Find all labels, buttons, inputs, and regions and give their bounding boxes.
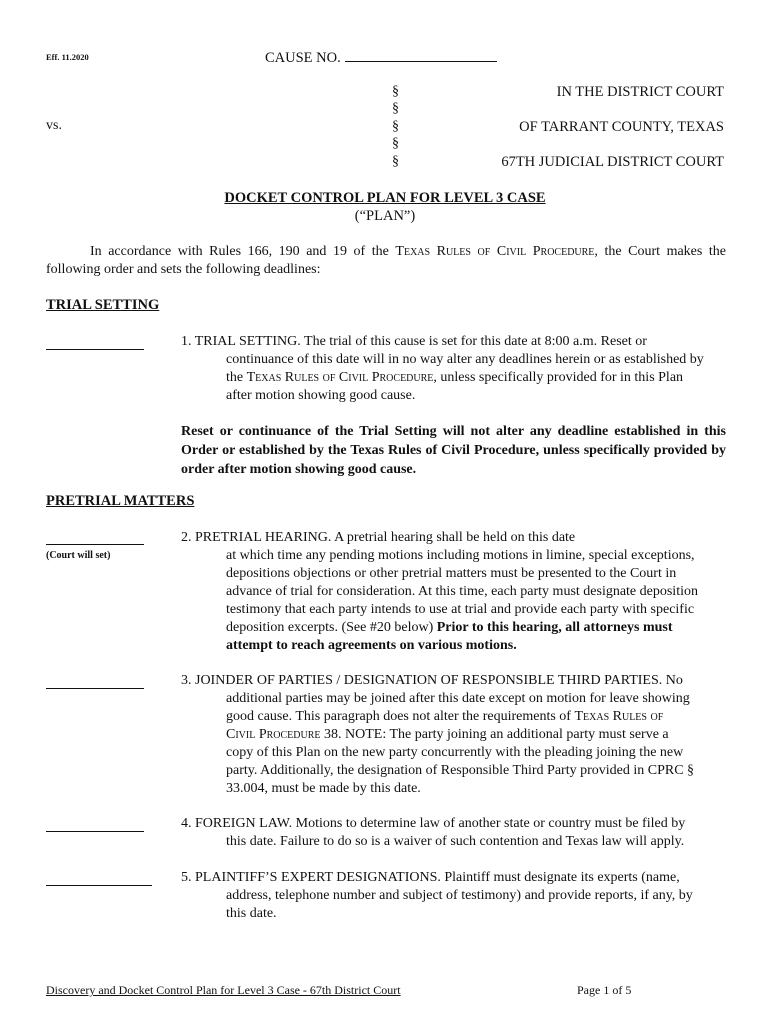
- section-symbol: §: [392, 84, 399, 99]
- section-symbol: §: [392, 101, 399, 116]
- date-blank-2: [46, 543, 144, 545]
- document-title: DOCKET CONTROL PLAN FOR LEVEL 3 CASE: [224, 190, 546, 206]
- section-symbol: §: [392, 154, 399, 169]
- date-blank-1: [46, 348, 144, 350]
- date-blank-4: [46, 830, 144, 832]
- court-line-2: OF TARRANT COUNTY, TEXAS: [519, 119, 724, 135]
- footer-page-number: Page 1 of 5: [577, 983, 632, 997]
- item-trial-setting: 1. TRIAL SETTING. The trial of this cause is set for this date at 8:00 a.m. Reset or continuance of this date will in no way alter any deadlines herein or as established by the Texas Rules of Civil Procedure, unless specifically provided for in this Plan after motion showing good cause.: [181, 334, 704, 403]
- versus-label: vs.: [46, 118, 62, 133]
- intro-paragraph: In accordance with Rules 166, 190 and 19 of the Texas Rules of Civil Procedure, the Court makes the following order and sets the following deadlines:: [46, 244, 726, 277]
- section-heading-trial-setting: TRIAL SETTING: [46, 297, 160, 313]
- rules-reference: Texas Rules of Civil Procedure: [395, 244, 595, 259]
- document-subtitle: (“PLAN”): [354, 208, 416, 224]
- cause-number-blank: [345, 48, 497, 62]
- section-symbol: §: [392, 136, 399, 151]
- effective-date: Eff. 11.2020: [46, 52, 89, 62]
- footer-document-name: Discovery and Docket Control Plan for Level 3 Case - 67th District Court: [46, 983, 401, 997]
- item-pretrial-hearing: 2. PRETRIAL HEARING. A pretrial hearing shall be held on this date at which time any pending motions including motions in limine, special exceptions, depositions objections or other pretrial matters must be presented to the Court in advance of trial for consideration. At this time, each party must designate deposition testimony that each party intends to use at trial and provide each party with specific deposition excerpts. (See #20 below) Prior to this hearing, all attorneys must attempt to reach agreements on various motions.: [181, 530, 698, 653]
- cause-number: [265, 48, 497, 67]
- court-line-3: 67TH JUDICIAL DISTRICT COURT: [501, 154, 724, 170]
- section-heading-pretrial-matters: PRETRIAL MATTERS: [46, 493, 195, 509]
- item-plaintiff-expert-designations: 5. PLAINTIFF’S EXPERT DESIGNATIONS. Plaintiff must designate its experts (name, address, telephone number and subject of testimony) and provide reports, if any, by this date.: [181, 870, 693, 921]
- section-symbol: §: [392, 119, 399, 134]
- court-line-1: IN THE DISTRICT COURT: [556, 84, 724, 100]
- cause-number-label: CAUSE NO.: [265, 50, 341, 66]
- item-joinder-of-parties: 3. JOINDER OF PARTIES / DESIGNATION OF RESPONSIBLE THIRD PARTIES. No additional parties may be joined after this date except on motion for leave showing good cause. This paragraph does not alter the requirements of Texas Rules of Civil Procedure 38. NOTE: The party joining an additional party must serve a copy of this Plan on the new party concurrently with the pleading joining the new party. Additionally, the designation of Responsible Third Party provided in CPRC § 33.004, must be made by this date.: [181, 673, 695, 796]
- item-foreign-law: 4. FOREIGN LAW. Motions to determine law of another state or country must be filed by this date. Failure to do so is a waiver of such contention and Texas law will apply.: [181, 816, 686, 849]
- court-will-set-label: (Court will set): [46, 550, 111, 561]
- date-blank-5: [46, 884, 152, 886]
- date-blank-3: [46, 687, 144, 689]
- reset-notice: Reset or continuance of the Trial Setting will not alter any deadline established in this Order or established by the Texas Rules of Civil Procedure, unless specifically provided by order after motion showing good cause.: [181, 424, 726, 477]
